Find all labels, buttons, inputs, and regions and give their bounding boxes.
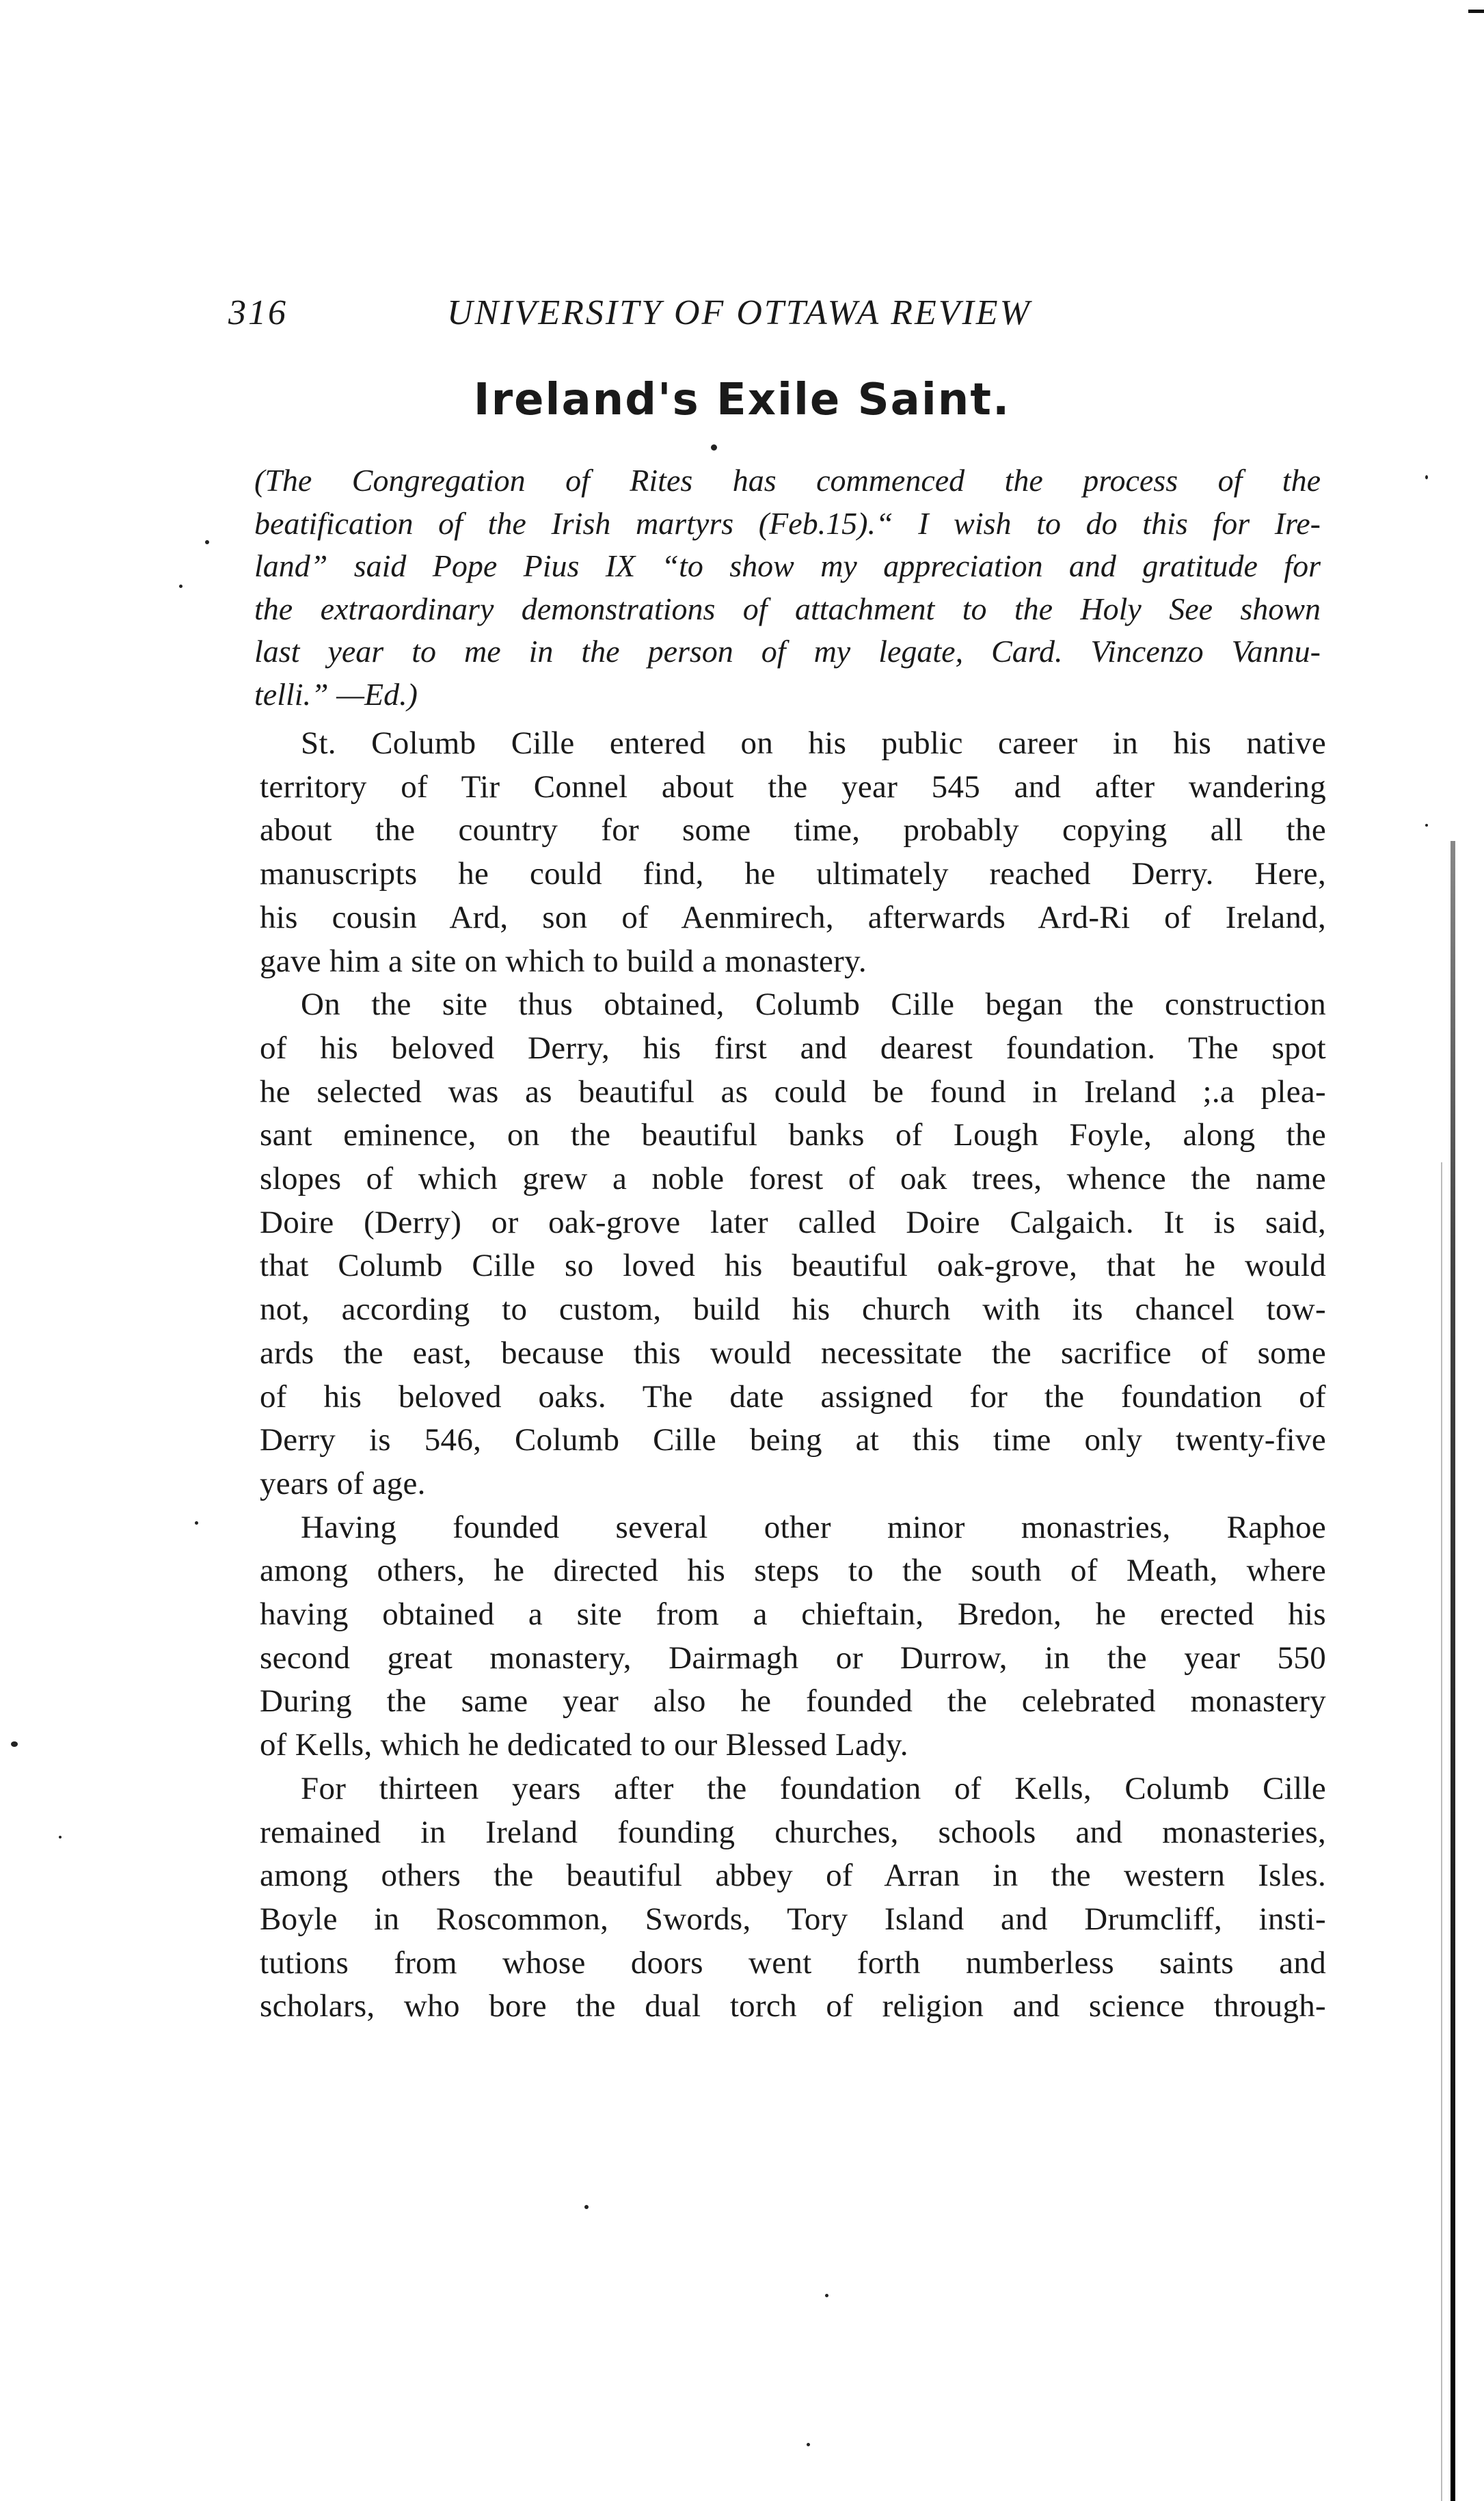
text-line: St. Columb Cille entered on his public career in his native <box>301 725 1326 761</box>
text-line: On the site thus obtained, Columb Cille began the construction <box>301 987 1326 1023</box>
text-line: among others the beautiful abbey of Arran in the western Isles. <box>260 1858 1326 1894</box>
paragraph <box>260 722 1326 983</box>
text-line: of Kells, which he dedicated to our Blessed Lady. <box>260 1727 908 1763</box>
text-line: scholars, who bore the dual torch of religion and science through- <box>260 1988 1326 2024</box>
page-number: 316 <box>228 293 288 332</box>
text-line: about the country for some time, probably copying all the <box>260 812 1326 848</box>
scan-speck <box>584 2205 589 2209</box>
editorial-note-line: telli.” —Ed.) <box>254 676 418 712</box>
text-line: that Columb Cille so loved his beautiful oak-grove, that he would <box>260 1248 1326 1284</box>
journal-title: UNIVERSITY OF OTTAWA REVIEW <box>447 293 1031 332</box>
running-header <box>228 293 1349 340</box>
article-title: Ireland's Exile Saint. <box>473 375 1011 425</box>
text-line: gave him a site on which to build a monastery. <box>260 943 867 979</box>
text-line: Derry is 546, Columb Cille being at this time only twenty-five <box>260 1422 1326 1458</box>
scan-speck <box>1425 824 1428 827</box>
editorial-note <box>254 459 1321 716</box>
paragraph <box>260 1506 1326 1767</box>
text-line: sant eminence, on the beautiful banks of Lough Foyle, along the <box>260 1117 1326 1153</box>
text-line: second great monastery, Dairmagh or Durrow, in the year 550 <box>260 1640 1326 1676</box>
text-line: years of age. <box>260 1465 426 1501</box>
editorial-note-line: the extraordinary demonstrations of attachment to the Holy See shown <box>254 591 1321 626</box>
text-line: remained in Ireland founding churches, schools and monasteries, <box>260 1814 1326 1850</box>
editorial-note-line: beatification of the Irish martyrs (Feb.15).“ I wish to do this for Ire- <box>254 505 1321 541</box>
scan-speck <box>11 1741 18 1747</box>
scan-speck <box>205 540 209 544</box>
scan-speck <box>807 2443 810 2446</box>
scan-speck <box>179 585 183 588</box>
paragraph <box>260 1767 1326 2029</box>
scan-speck <box>59 1836 62 1838</box>
page-edge-line <box>1441 1162 1442 2501</box>
text-line: Having founded several other minor monastries, Raphoe <box>301 1509 1326 1545</box>
text-line: having obtained a site from a chieftain, Bredon, he erected his <box>260 1596 1326 1633</box>
text-line: he selected was as beautiful as could be found in Ireland ;.a plea- <box>260 1073 1326 1110</box>
text-line: his cousin Ard, son of Aenmirech, afterwards Ard-Ri of Ireland, <box>260 899 1326 935</box>
text-line: territory of Tir Connel about the year 545 and after wandering <box>260 768 1326 805</box>
page-edge-shadow <box>1451 841 1455 2501</box>
text-line: During the same year also he founded the celebrated monastery <box>260 1683 1326 1720</box>
text-line: Boyle in Roscommon, Swords, Tory Island and Drumcliff, insti- <box>260 1901 1326 1937</box>
text-line: manuscripts he could find, he ultimately reached Derry. Here, <box>260 856 1326 892</box>
scan-speck <box>711 444 717 451</box>
text-line: among others, he directed his steps to the south of Meath, where <box>260 1553 1326 1589</box>
scan-corner-mark <box>1468 10 1484 13</box>
editorial-note-line: (The Congregation of Rites has commenced the process of the <box>254 463 1321 498</box>
editorial-note-line: last year to me in the person of my legate, Card. Vincenzo Vannu- <box>254 634 1321 669</box>
scan-speck <box>825 2294 828 2297</box>
text-line: slopes of which grew a noble forest of oak trees, whence the name <box>260 1161 1326 1197</box>
text-line: of his beloved Derry, his first and dearest foundation. The spot <box>260 1030 1326 1066</box>
editorial-note-line: land” said Pope Pius IX “to show my appreciation and gratitude for <box>254 548 1321 583</box>
text-line: of his beloved oaks. The date assigned for the foundation of <box>260 1378 1326 1415</box>
text-line: not, according to custom, build his church with its chancel tow- <box>260 1292 1326 1328</box>
article-body <box>260 722 1326 2029</box>
text-line: ards the east, because this would necessitate the sacrifice of some <box>260 1335 1326 1371</box>
paragraph <box>260 983 1326 1506</box>
text-line: Doire (Derry) or oak-grove later called Doire Calgaich. It is said, <box>260 1204 1326 1240</box>
scan-speck <box>195 1521 198 1525</box>
scan-speck <box>1425 475 1428 479</box>
text-line: tutions from whose doors went forth numberless saints and <box>260 1944 1326 1981</box>
text-line: For thirteen years after the foundation of Kells, Columb Cille <box>301 1770 1326 1806</box>
